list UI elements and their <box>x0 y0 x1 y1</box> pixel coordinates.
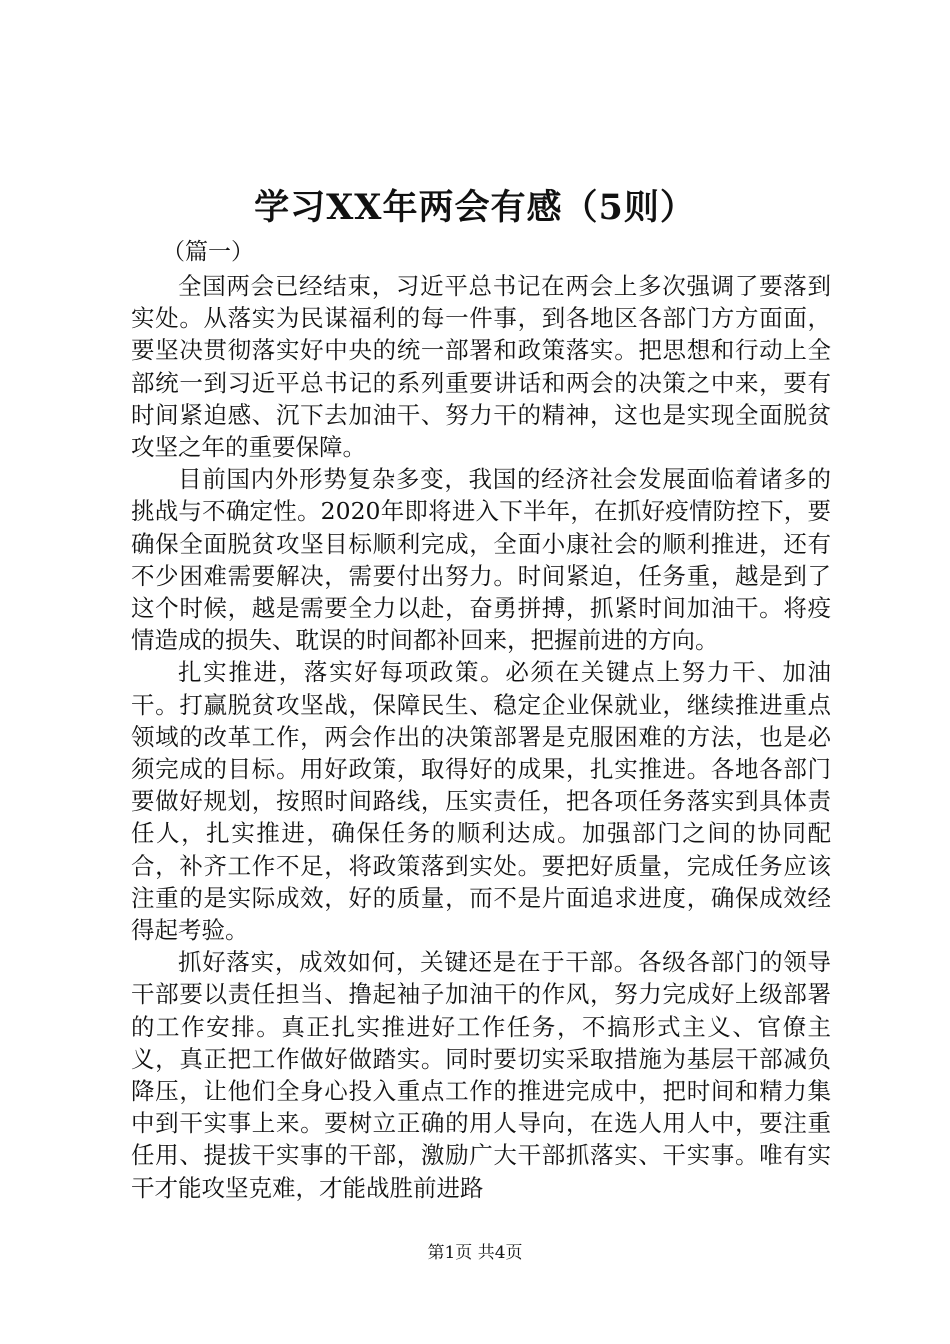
paragraph: 抓好落实，成效如何，关键还是在于干部。各级各部门的领导干部要以责任担当、撸起袖子加油干的作风，努力完成好上级部署的工作安排。真正扎实推进好工作任务，不搞形式主义、官僚主义，真正把工作做好做踏实。同时要切实采取措施为基层干部减负降压，让他们全身心投入重点工作的推进完成中，把时间和精力集中到干实事上来。要树立正确的用人导向，在选人用人中，要注重任用、提拔干实事的干部，激励广大干部抓落实、干实事。唯有实干才能攻坚克难，才能战胜前进路 <box>131 948 831 1202</box>
paragraph: 扎实推进，落实好每项政策。必须在关键点上努力干、加油干。打赢脱贫攻坚战，保障民生、稳定企业保就业，继续推进重点领域的改革工作，两会作出的决策部署是克服困难的方法，也是必须完成的目标。用好政策，取得好的成果，扎实推进。各地各部门要做好规划，按照时间路线，压实责任，把各项任务落实到具体责任人，扎实推进，确保任务的顺利达成。加强部门之间的协同配合，补齐工作不足，将政策落到实处。要把好质量，完成任务应该注重的是实际成效，好的质量，而不是片面追求进度，确保成效经得起考验。 <box>131 658 831 945</box>
paragraph: 全国两会已经结束，习近平总书记在两会上多次强调了要落到实处。从落实为民谋福利的每一件事，到各地区各部门方方面面，要坚决贯彻落实好中央的统一部署和政策落实。把思想和行动上全部统一到习近平总书记的系列重要讲话和两会的决策之中来，要有时间紧迫感、沉下去加油干、努力干的精神，这也是实现全面脱贫攻坚之年的重要保障。 <box>131 272 831 462</box>
document-body <box>131 270 831 1204</box>
document-title: 学习XX年两会有感（5则） <box>254 187 696 228</box>
page-footer: 第1页 共4页 <box>427 1243 523 1263</box>
paragraph: 目前国内外形势复杂多变，我国的经济社会发展面临着诸多的挑战与不确定性。2020年即将进入下半年，在抓好疫情防控下，要确保全面脱贫攻坚目标顺利完成，全面小康社会的顺利推进，还有不少困难需要解决，需要付出努力。时间紧迫，任务重，越是到了这个时候，越是需要全力以赴，奋勇拼搏，抓紧时间加油干。将疫情造成的损失、耽误的时间都补回来，把握前进的方向。 <box>131 465 831 655</box>
section-label: （篇一） <box>162 239 254 265</box>
